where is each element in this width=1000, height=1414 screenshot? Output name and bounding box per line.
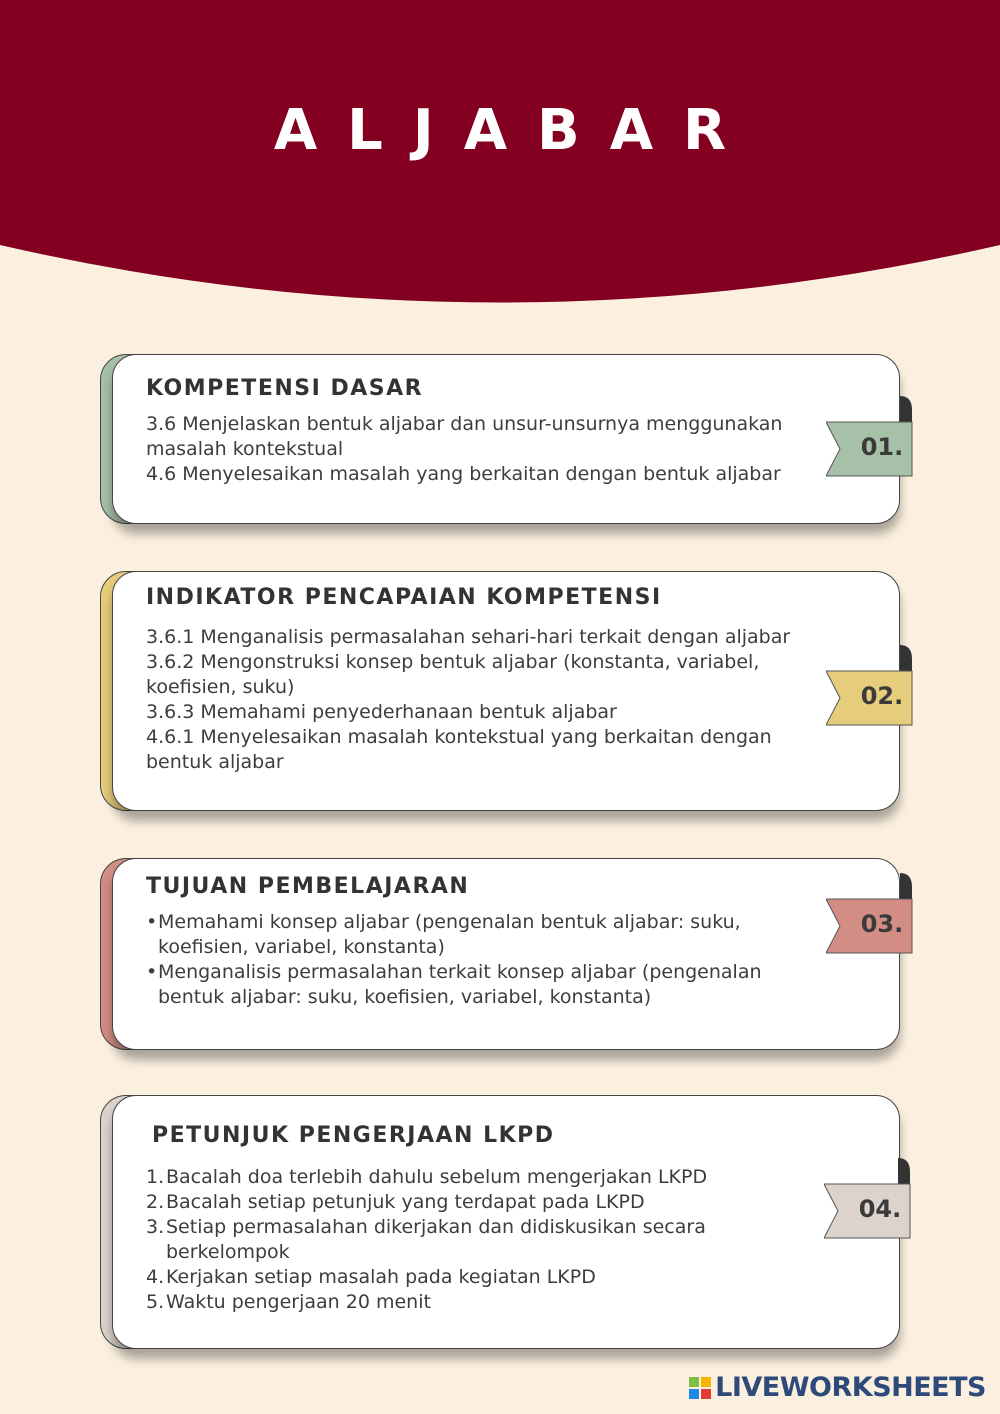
instruction-text: Bacalah setiap petunjuk yang terdapat pada LKPD: [166, 1191, 645, 1213]
instruction-item: [146, 1265, 786, 1290]
section-number-tag: [826, 645, 916, 710]
indicator-item: 3.6.3 Memahami penyederhanaan bentuk aljabar: [146, 701, 617, 723]
indicator-item: 3.6.1 Menganalisis permasalahan sehari-hari terkait dengan aljabar: [146, 626, 791, 648]
liveworksheets-brand[interactable]: [689, 1372, 986, 1403]
page-title: ALJABAR: [273, 98, 757, 163]
instruction-item: [146, 1290, 786, 1315]
liveworksheets-logo-icon: [689, 1377, 711, 1399]
instruction-text: Kerjakan setiap masalah pada kegiatan LKPD: [166, 1266, 596, 1288]
section-number-tag: [826, 396, 916, 461]
instruction-number: 4.: [146, 1266, 165, 1288]
instruction-text: Setiap permasalahan dikerjakan dan didiskusikan secara berkelompok: [166, 1216, 706, 1263]
section-heading: INDIKATOR PENCAPAIAN KOMPETENSI: [146, 585, 662, 610]
instruction-text: Bacalah doa terlebih dahulu sebelum mengerjakan LKPD: [166, 1166, 708, 1188]
section-content: [146, 412, 796, 487]
instruction-item: [146, 1165, 786, 1190]
section-content: [146, 1165, 786, 1315]
instruction-text: Waktu pengerjaan 20 menit: [166, 1291, 431, 1313]
section-number: 04.: [858, 1195, 902, 1223]
objective-item: • Menganalisis permasalahan terkait konsep aljabar (pengenalan bentuk aljabar: suku, koefisien, variabel, konstanta): [158, 960, 818, 1010]
brand-name: LIVEWORKSHEETS: [715, 1372, 986, 1403]
indicator-item: 3.6.2 Mengonstruksi konsep bentuk aljabar (konstanta, variabel, koefisien, suku): [146, 651, 760, 698]
section-number: 01.: [860, 433, 904, 461]
competency-item: 3.6 Menjelaskan bentuk aljabar dan unsur-unsurnya menggunakan masalah kontekstual: [146, 413, 783, 460]
section-heading: PETUNJUK PENGERJAAN LKPD: [152, 1123, 555, 1148]
section-content: [146, 910, 818, 1010]
section-heading: KOMPETENSI DASAR: [146, 376, 424, 401]
instruction-number: 3.: [146, 1216, 165, 1238]
instruction-number: 2.: [146, 1191, 165, 1213]
instruction-number: 5.: [146, 1291, 165, 1313]
indicator-item: 4.6.1 Menyelesaikan masalah kontekstual yang berkaitan dengan bentuk aljabar: [146, 726, 772, 773]
section-number-tag: [824, 1158, 914, 1223]
section-kompetensi-dasar: [100, 354, 904, 524]
section-number: 03.: [860, 910, 904, 938]
instruction-item: [146, 1190, 786, 1215]
section-number-tag: [826, 873, 916, 938]
section-indikator: [100, 571, 904, 811]
section-tujuan: [100, 858, 904, 1050]
objective-item: • Memahami konsep aljabar (pengenalan bentuk aljabar: suku, koefisien, variabel, konstanta): [158, 910, 818, 960]
competency-item: 4.6 Menyelesaikan masalah yang berkaitan dengan bentuk aljabar: [146, 463, 781, 485]
section-number: 02.: [860, 682, 904, 710]
section-petunjuk: [100, 1095, 900, 1349]
instruction-number: 1.: [146, 1166, 165, 1188]
section-content: [146, 625, 806, 775]
section-heading: TUJUAN PEMBELAJARAN: [146, 874, 470, 899]
instruction-item: [146, 1215, 786, 1265]
